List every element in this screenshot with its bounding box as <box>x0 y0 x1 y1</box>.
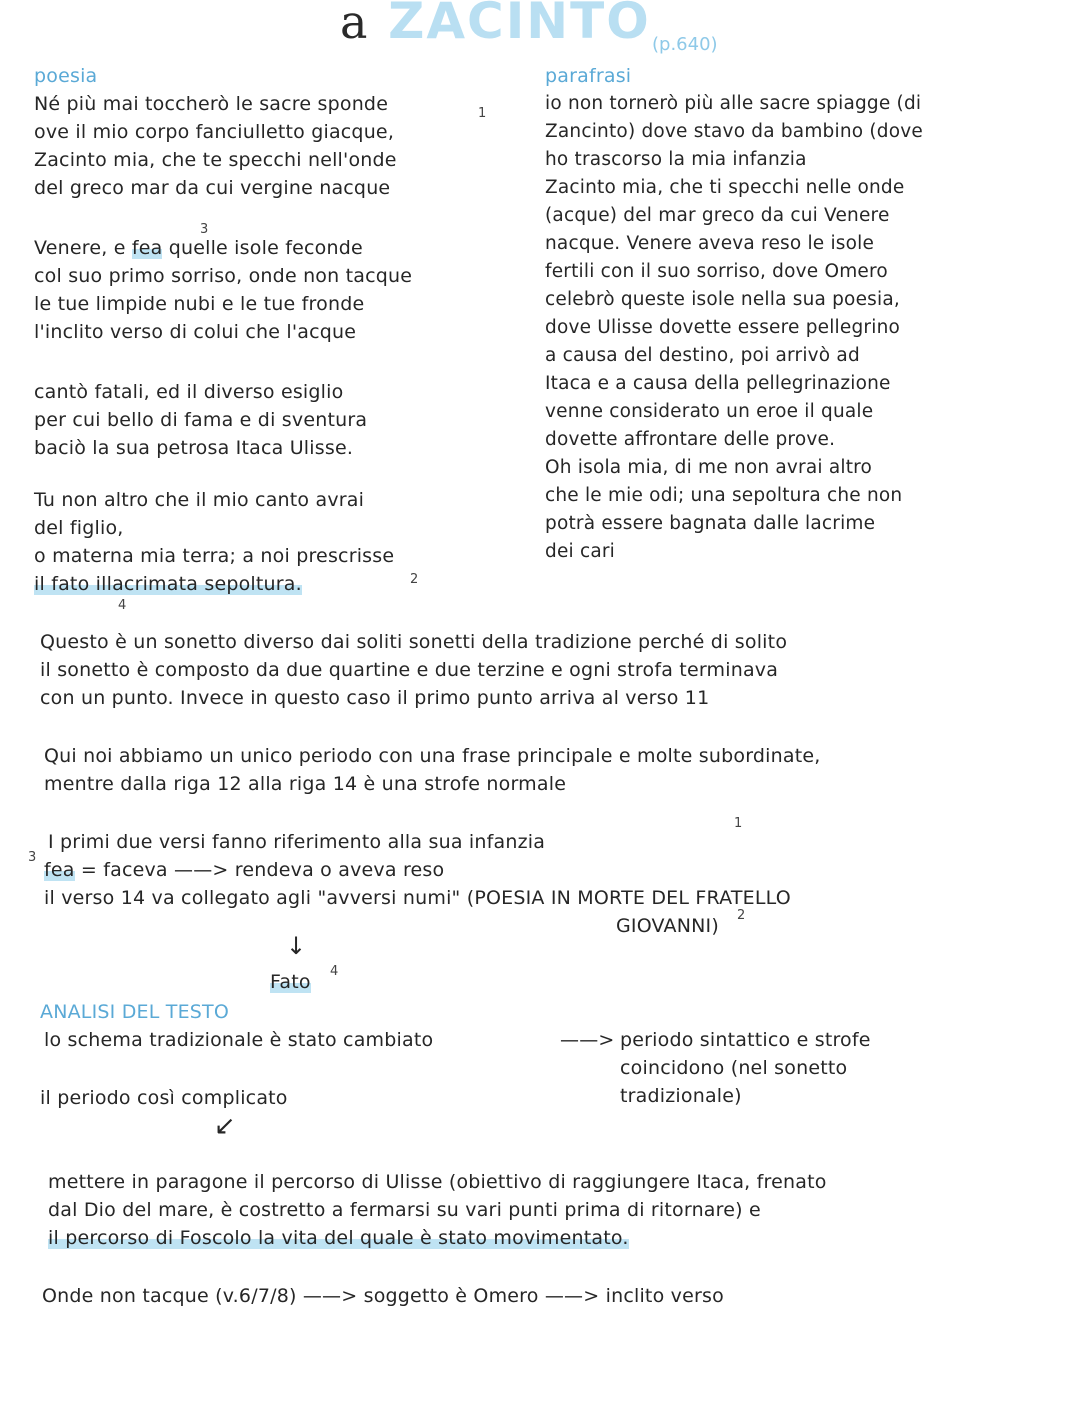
poesia-stanza-1 <box>34 90 397 202</box>
note-marker: 1 <box>478 106 487 121</box>
parafrasi-line: venne considerato un eroe il quale <box>545 401 874 422</box>
verse-line: ove il mio corpo fanciulletto giacque, <box>34 121 395 143</box>
note-fato: Fato <box>270 971 311 993</box>
parafrasi-text <box>545 90 923 566</box>
verse-line: Tu non altro che il mio canto avrai <box>34 489 365 511</box>
verse-line: l'inclito verso di colui che l'acque <box>34 321 357 343</box>
note-verso14: il verso 14 va collegato agli "avversi numi" (POESIA IN MORTE DEL FRATELLO <box>44 887 791 909</box>
title-main: ZACINTO <box>388 0 651 50</box>
highlight-fea: fea <box>131 237 163 259</box>
note-line: coincidono (nel sonetto <box>620 1057 848 1079</box>
note-marker: 3 <box>28 850 37 865</box>
verse-line: le tue limpide nubi e le tue fronde <box>34 293 365 315</box>
page-reference: (p.640) <box>652 34 718 55</box>
note-line: il percorso di Foscolo la vita del quale è stato movimentato. <box>48 1227 629 1249</box>
note-fea: fea = faceva ——> rendeva o aveva reso <box>44 859 445 881</box>
verse-line: per cui bello di fama e di sventura <box>34 409 368 431</box>
poesia-stanza-3 <box>34 378 367 462</box>
arrow-diagonal-icon: ↙ <box>214 1111 236 1141</box>
parafrasi-line: Oh isola mia, di me non avrai altro <box>545 457 873 478</box>
parafrasi-line: potrà essere bagnata dalle lacrime <box>545 513 876 534</box>
verse-line: o materna mia terra; a noi prescrisse <box>34 545 395 567</box>
parafrasi-line: Zancinto) dove stavo da bambino (dove <box>545 121 923 142</box>
analisi-heading: ANALISI DEL TESTO <box>40 1001 229 1023</box>
notes-paragraph-1 <box>40 628 787 712</box>
note-line: dal Dio del mare, è costretto a fermarsi su vari punti prima di ritornare) e <box>48 1199 761 1221</box>
verse-line: del greco mar da cui vergine nacque <box>34 177 391 199</box>
verse-line: cantò fatali, ed il diverso esiglio <box>34 381 344 403</box>
note-infanzia: I primi due versi fanno riferimento alla sua infanzia <box>48 831 546 853</box>
highlight-fato: il fato <box>34 573 90 595</box>
parafrasi-line: Itaca e a causa della pellegrinazione <box>545 373 891 394</box>
note-marker: 2 <box>737 908 746 923</box>
note-line: tradizionale) <box>620 1085 742 1107</box>
parafrasi-line: ho trascorso la mia infanzia <box>545 149 807 170</box>
arrow-down-icon: ↓ <box>286 932 307 960</box>
note-marker: 4 <box>330 964 339 979</box>
parafrasi-line: celebrò queste isole nella sua poesia, <box>545 289 900 310</box>
note-line: Questo è un sonetto diverso dai soliti sonetti della tradizione perché di solito <box>40 631 788 653</box>
title-prefix: a <box>340 0 371 49</box>
parafrasi-line: che le mie odi; una sepoltura che non <box>545 485 903 506</box>
note-marker: 4 <box>118 598 127 613</box>
verse-line: col suo primo sorriso, onde non tacque <box>34 265 413 287</box>
verse-line: Zacinto mia, che te specchi nell'onde <box>34 149 397 171</box>
parafrasi-line: io non tornerò più alle sacre spiagge (di <box>545 93 922 114</box>
parafrasi-line: (acque) del mar greco da cui Venere <box>545 205 890 226</box>
notes-paragraph-2 <box>44 742 821 798</box>
verse-line: Venere, e fea quelle isole feconde <box>34 237 363 259</box>
verse-line: baciò la sua petrosa Itaca Ulisse. <box>34 437 354 459</box>
poesia-stanza-2 <box>34 234 412 346</box>
note-marker: 3 <box>200 222 209 237</box>
parafrasi-line: dei cari <box>545 541 615 562</box>
note-marker: 2 <box>410 572 419 587</box>
poesia-heading: poesia <box>34 65 98 87</box>
poesia-stanza-4 <box>34 486 394 598</box>
parafrasi-line: dovette affrontare delle prove. <box>545 429 836 450</box>
parafrasi-line: fertili con il suo sorriso, dove Omero <box>545 261 888 282</box>
parafrasi-line: Zacinto mia, che ti specchi nelle onde <box>545 177 905 198</box>
analisi-schema: lo schema tradizionale è stato cambiato <box>44 1029 434 1051</box>
parafrasi-heading: parafrasi <box>545 65 632 87</box>
note-line: periodo sintattico e strofe <box>620 1029 871 1051</box>
verse-line: del figlio, <box>34 517 124 539</box>
verse-line: il fato illacrimata sepoltura. <box>34 573 302 595</box>
note-line: il sonetto è composto da due quartine e due terzine e ogni strofa terminava <box>40 659 779 681</box>
analisi-onde: Onde non tacque (v.6/7/8) ——> soggetto è Omero ——> inclito verso <box>42 1285 724 1307</box>
page-title <box>340 0 651 50</box>
note-marker: 1 <box>734 816 743 831</box>
note-line: con un punto. Invece in questo caso il primo punto arriva al verso 11 <box>40 687 710 709</box>
parafrasi-line: nacque. Venere aveva reso le isole <box>545 233 875 254</box>
arrow-right-icon: ——> <box>560 1029 615 1051</box>
note-line: Qui noi abbiamo un unico periodo con una frase principale e molte subordinate, <box>44 745 821 767</box>
note-line: mettere in paragone il percorso di Ulisse (obiettivo di raggiungere Itaca, frenato <box>48 1171 827 1193</box>
analisi-paragone <box>48 1168 827 1252</box>
note-giovanni: GIOVANNI) <box>616 915 719 937</box>
note-line: mentre dalla riga 12 alla riga 14 è una strofe normale <box>44 773 567 795</box>
parafrasi-line: dove Ulisse dovette essere pellegrino <box>545 317 901 338</box>
analisi-schema-result <box>620 1026 871 1110</box>
verse-line: Né più mai toccherò le sacre sponde <box>34 93 389 115</box>
highlight-fea: fea <box>44 859 75 881</box>
analisi-periodo: il periodo così complicato <box>40 1087 288 1109</box>
parafrasi-line: a causa del destino, poi arrivò ad <box>545 345 860 366</box>
